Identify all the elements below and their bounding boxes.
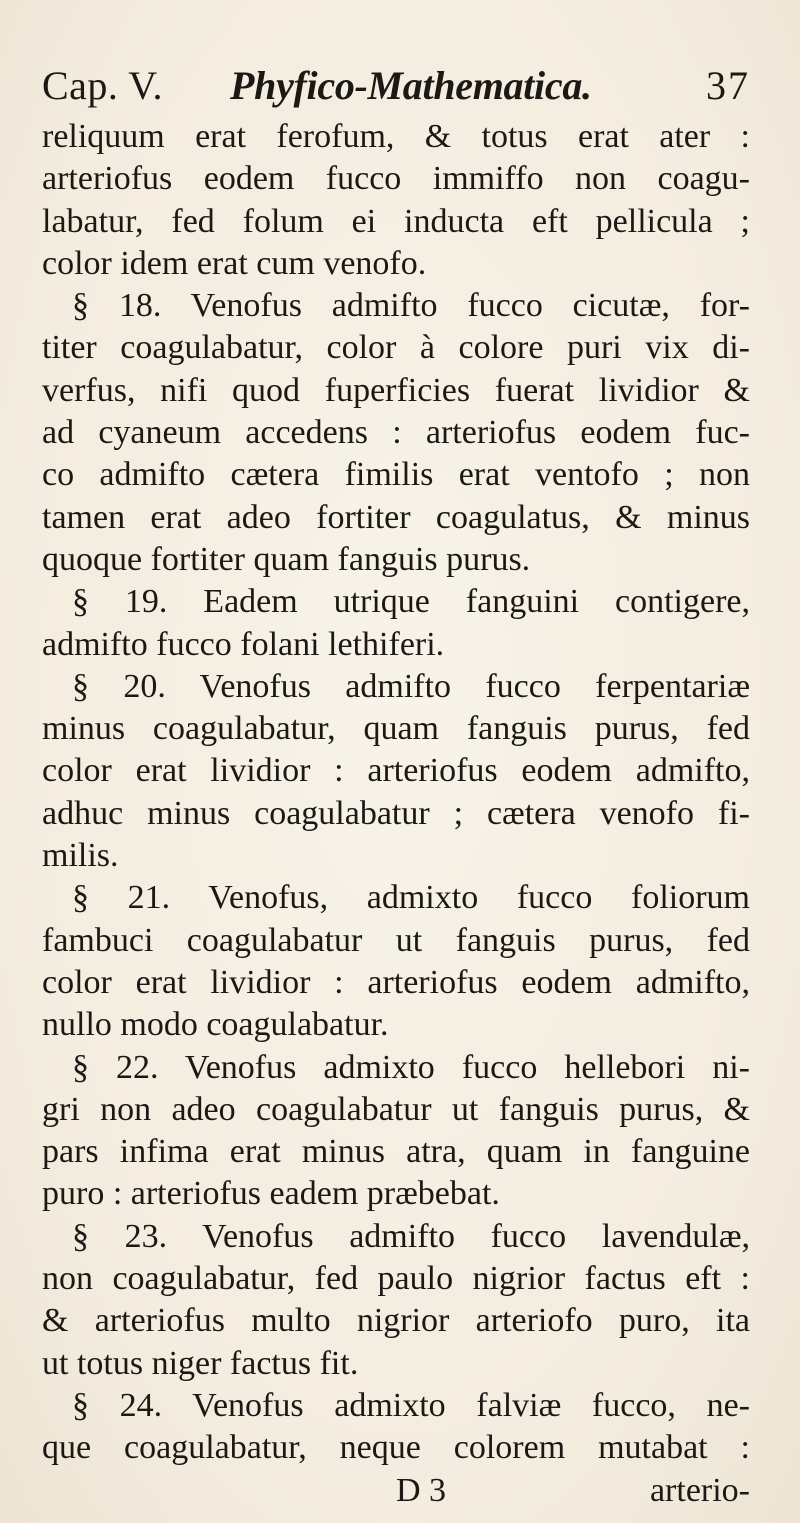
text-line: verfus, nifi quod fuperficies fuerat lividior & xyxy=(42,371,750,409)
text-line: que coagulabatur, neque colorem mutabat : xyxy=(42,1429,750,1467)
paragraph-21-start: § 21. Venofus, admixto fucco foliorum xyxy=(72,879,750,917)
text-line: pars infima erat minus atra, quam in fanguine xyxy=(42,1133,750,1171)
text-line: adhuc minus coagulabatur ; cætera venofo fi- xyxy=(42,794,750,832)
catchword: arterio- xyxy=(649,1471,750,1509)
text-line: ut totus niger factus fit. xyxy=(42,1344,359,1382)
text-line: non coagulabatur, fed paulo nigrior factus eft : xyxy=(42,1260,750,1298)
text-line: fambuci coagulabatur ut fanguis purus, fed xyxy=(42,921,750,959)
page-footer xyxy=(42,1470,750,1512)
paragraph-19-start: § 19. Eadem utrique fanguini contigere, xyxy=(72,583,750,621)
text-line: tamen erat adeo fortiter coagulatus, & minus xyxy=(42,498,750,536)
text-line: milis. xyxy=(42,837,119,875)
signature-mark: D 3 xyxy=(396,1471,447,1509)
page-header xyxy=(42,62,750,110)
text-line: labatur, fed folum ei inducta eft pellicula ; xyxy=(42,202,750,240)
text-line: titer coagulabatur, color à colore puri vix di- xyxy=(42,329,750,367)
chapter-label: Cap. V. xyxy=(42,63,163,108)
text-line: & arteriofus multo nigrior arteriofo puro, ita xyxy=(42,1302,750,1340)
paragraph-24-start: § 24. Venofus admixto falviæ fucco, ne- xyxy=(72,1386,750,1424)
text-line: reliquum erat ferofum, & totus erat ater : xyxy=(42,118,750,155)
body-text xyxy=(42,116,750,1512)
text-line: ad cyaneum accedens : arteriofus eodem fuc- xyxy=(42,414,750,452)
text-line: nullo modo coagulabatur. xyxy=(42,1006,389,1044)
page-number: 37 xyxy=(706,63,750,108)
text-line: arteriofus eodem fucco immiffo non coagu- xyxy=(42,160,750,198)
text-line: co admifto cætera fimilis erat ventofo ; non xyxy=(42,456,750,494)
text-line: gri non adeo coagulabatur ut fanguis purus, & xyxy=(42,1090,750,1128)
text-line: quoque fortiter quam fanguis purus. xyxy=(42,540,531,578)
text-line: color erat lividior : arteriofus eodem admifto, xyxy=(42,752,750,790)
text-line: puro : arteriofus eadem præbebat. xyxy=(42,1175,500,1213)
paragraph-23-start: § 23. Venofus admifto fucco lavendulæ, xyxy=(72,1217,750,1255)
running-title: Phyfico-Mathematica. xyxy=(230,63,592,108)
paragraph-22-start: § 22. Venofus admixto fucco hellebori ni- xyxy=(72,1048,750,1086)
paragraph-18-start: § 18. Venofus admifto fucco cicutæ, for- xyxy=(72,287,750,325)
text-line: minus coagulabatur, quam fanguis purus, fed xyxy=(42,710,750,748)
text-line: admifto fucco folani lethiferi. xyxy=(42,625,445,663)
paragraph-20-start: § 20. Venofus admifto fucco ferpentariæ xyxy=(72,667,750,705)
text-line: color idem erat cum venofo. xyxy=(42,244,427,282)
text-line: color erat lividior : arteriofus eodem admifto, xyxy=(42,963,750,1001)
